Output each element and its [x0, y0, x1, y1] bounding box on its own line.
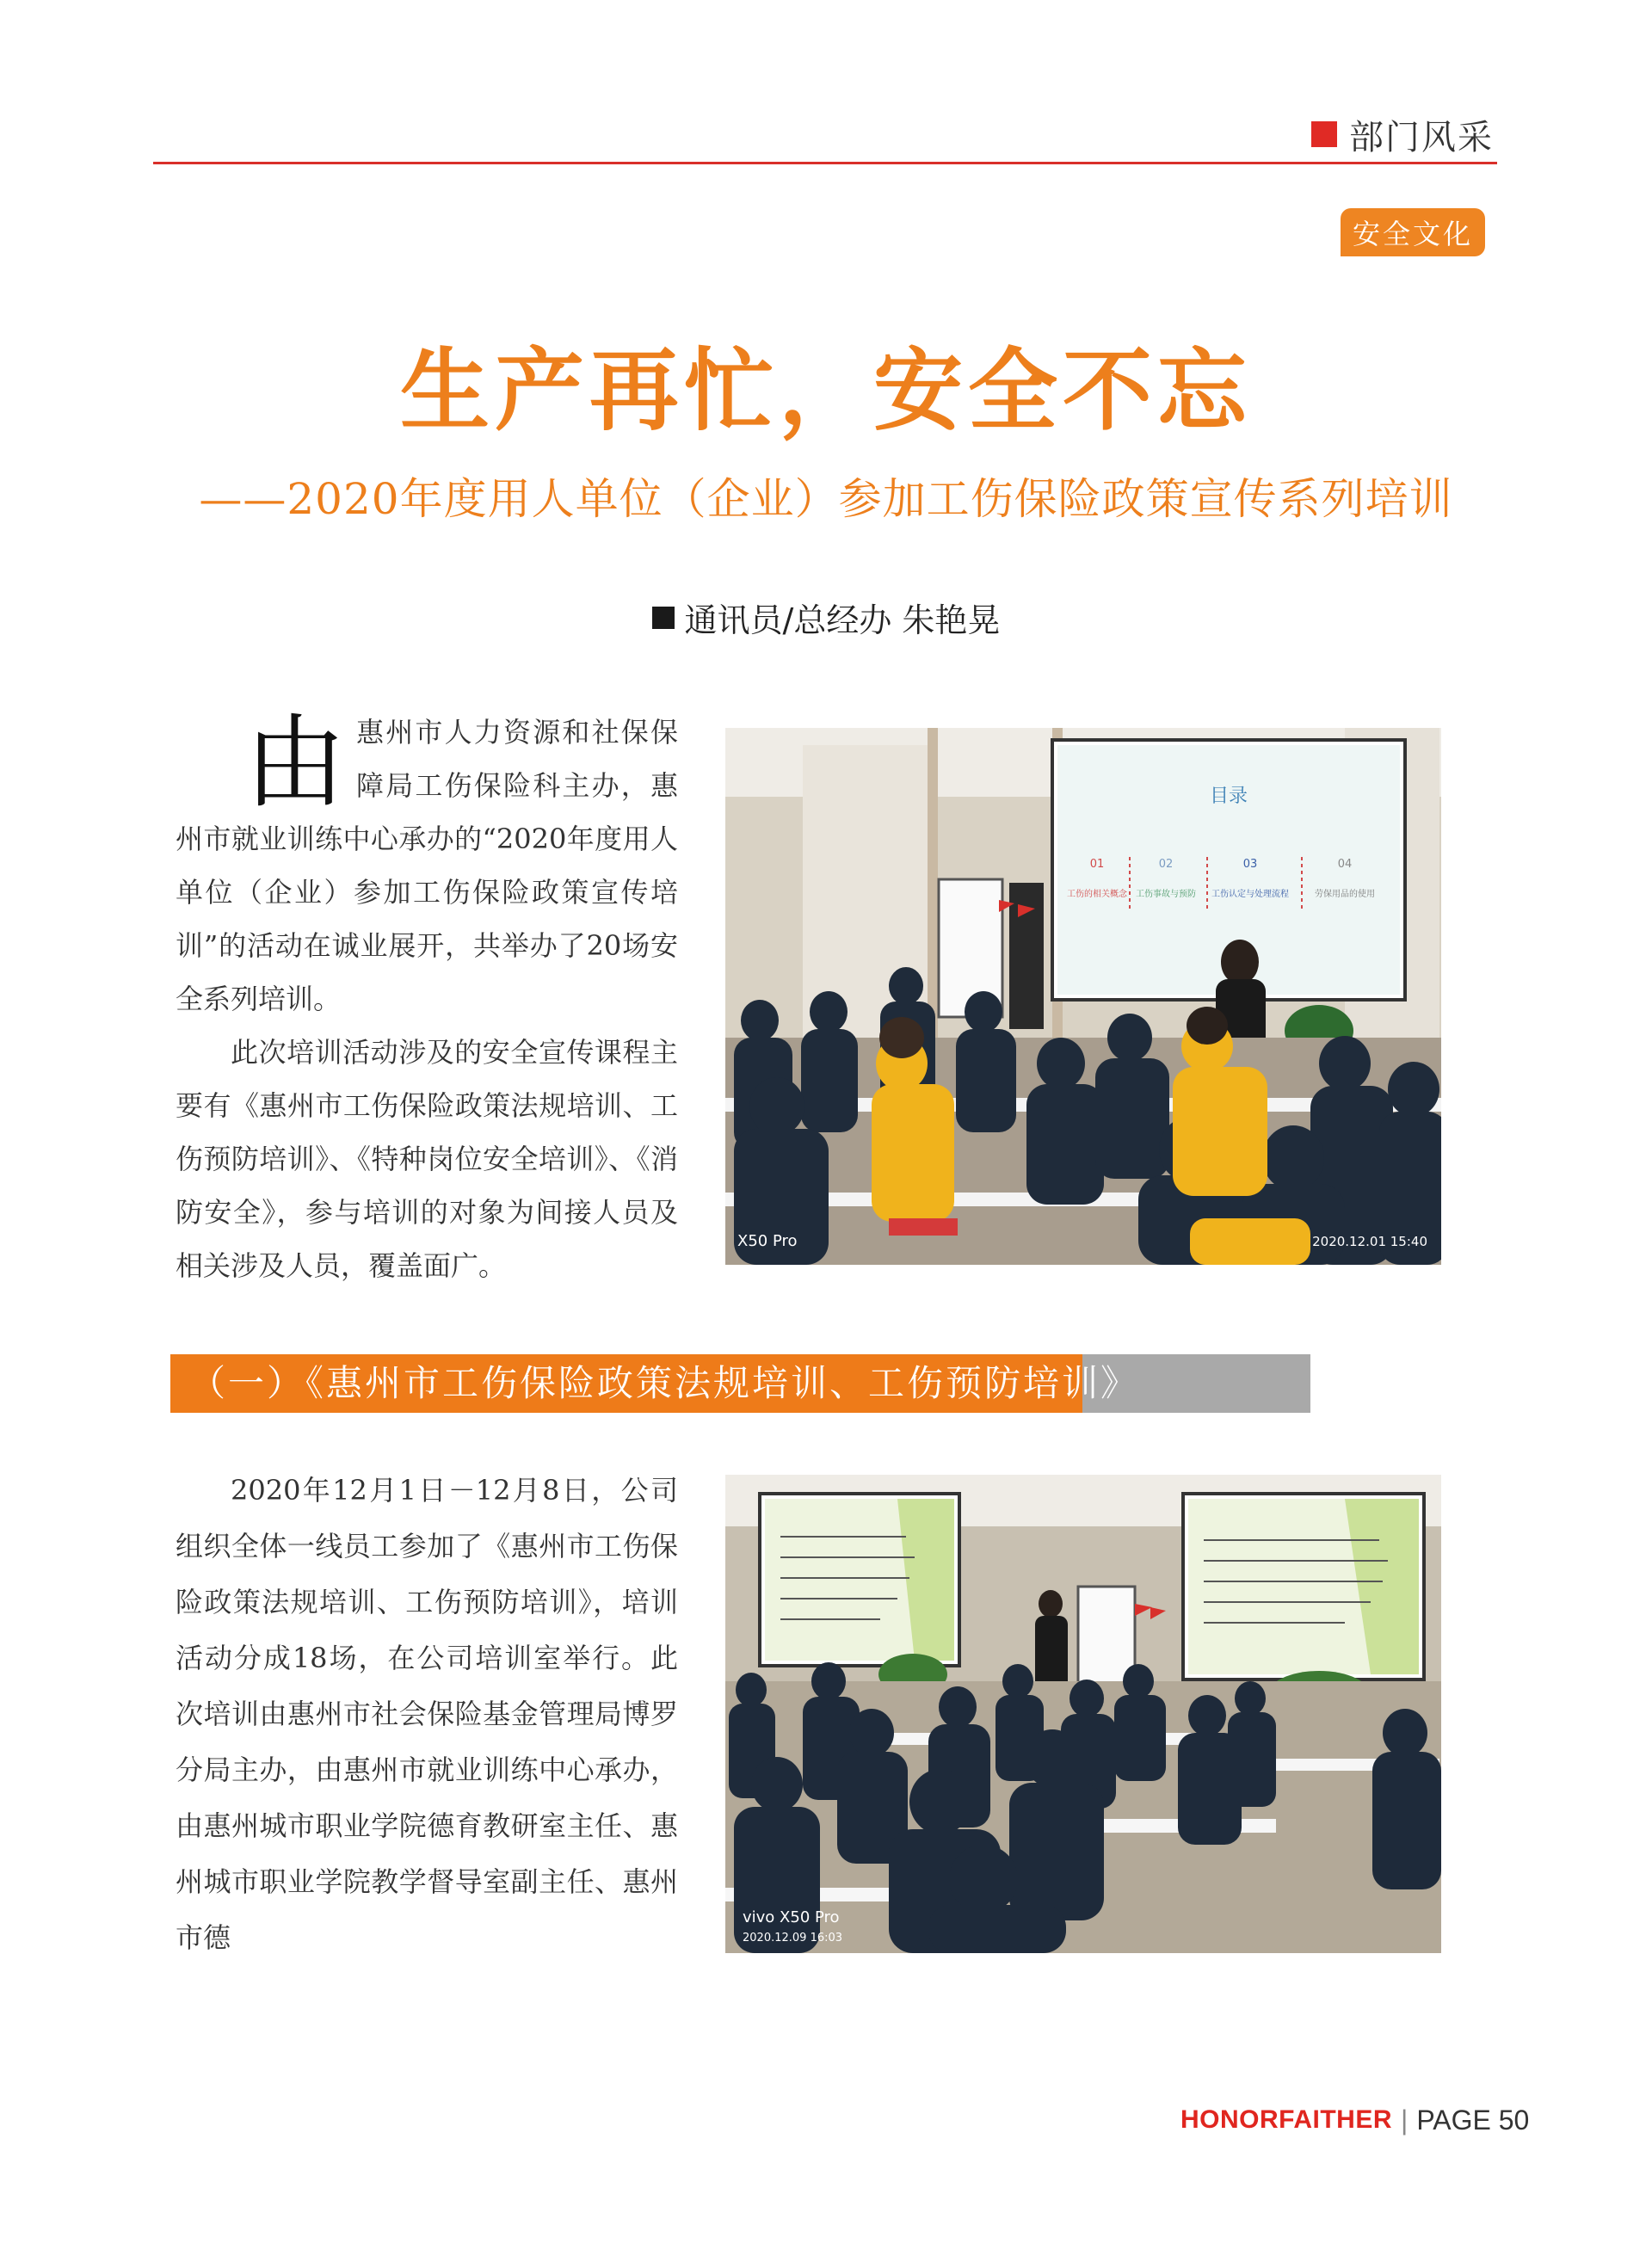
camera-watermark: X50 Pro	[737, 1232, 798, 1250]
article-title: 生产再忙，安全不忘	[399, 338, 1252, 443]
slide-item-num: 02	[1158, 858, 1174, 871]
paragraph-3: 2020年12月1日－12月8日，公司组织全体一线员工参加了《惠州市工伤保险政策法规培训、工伤预防培训》，培训活动分成18场，在公司培训室举行。此次培训由惠州市社会保险基金管理局博罗分局主办，由惠州市就业训练中心承办，由惠州城市职业学院德育教研室主任、惠州城市职业学院教学督导室副主任、惠州市德	[176, 1474, 678, 1954]
slide-title: 目录	[1209, 786, 1248, 807]
slide-item-label: 劳保用品的使用	[1315, 890, 1375, 899]
footer-brand: HONORFAITHER	[1180, 2105, 1392, 2134]
byline	[0, 594, 1652, 641]
category-badge: 安全文化	[1341, 208, 1485, 256]
article-subtitle: ——2020年度用人单位（企业）参加工伤保险政策宣传系列培训	[199, 474, 1453, 524]
header-rule	[153, 162, 1497, 164]
photo-timestamp: 2020.12.01 15:40	[1312, 1234, 1427, 1249]
intro-column	[176, 703, 678, 1292]
footer-separator: |	[1401, 2104, 1409, 2136]
section-heading-bar	[170, 1354, 1310, 1413]
paragraph-2: 此次培训活动涉及的安全宣传课程主要有《惠州市工伤保险政策法规培训、工伤预防培训》、《特种岗位安全培训》、《消防安全》，参与培训的对象为间接人员及相关涉及人员，覆盖面广。	[176, 1036, 678, 1282]
slide-item-label: 工伤事故与预防	[1136, 890, 1196, 899]
camera-watermark: vivo X50 Pro	[743, 1908, 840, 1926]
section-label	[1311, 114, 1494, 155]
byline-text: 通讯员/总经办 朱艳晃	[684, 601, 1001, 639]
body-column	[176, 1463, 678, 1966]
paragraph-1	[176, 703, 678, 1026]
slide-item-label: 工伤的相关概念	[1067, 890, 1127, 899]
red-square-icon	[1311, 121, 1337, 147]
slide-item-num: 03	[1242, 858, 1258, 871]
photo-training-2	[725, 1475, 1441, 1953]
slide-item-num: 01	[1089, 858, 1105, 871]
page-footer	[1180, 2101, 1529, 2139]
slide-item-label: 工伤认定与处理流程	[1211, 890, 1289, 899]
photo-training-1	[725, 728, 1441, 1265]
section-heading-text: （一）《惠州市工伤保险政策法规培训、工伤预防培训》	[189, 1362, 1140, 1404]
drop-cap: 由	[244, 703, 347, 822]
paragraph-1-text: 惠州市人力资源和社保保障局工伤保险科主办，惠州市就业训练中心承办的“2020年度用人单位（企业）参加工伤保险政策宣传培训”的活动在诚业展开，共举办了20场安全系列培训。	[176, 716, 678, 1015]
page-number: PAGE 50	[1416, 2104, 1530, 2136]
photo-timestamp: 2020.12.09 16:03	[743, 1932, 843, 1945]
black-square-icon	[652, 607, 675, 629]
section-label-text: 部门风采	[1349, 117, 1494, 157]
slide-item-num: 04	[1337, 858, 1353, 871]
